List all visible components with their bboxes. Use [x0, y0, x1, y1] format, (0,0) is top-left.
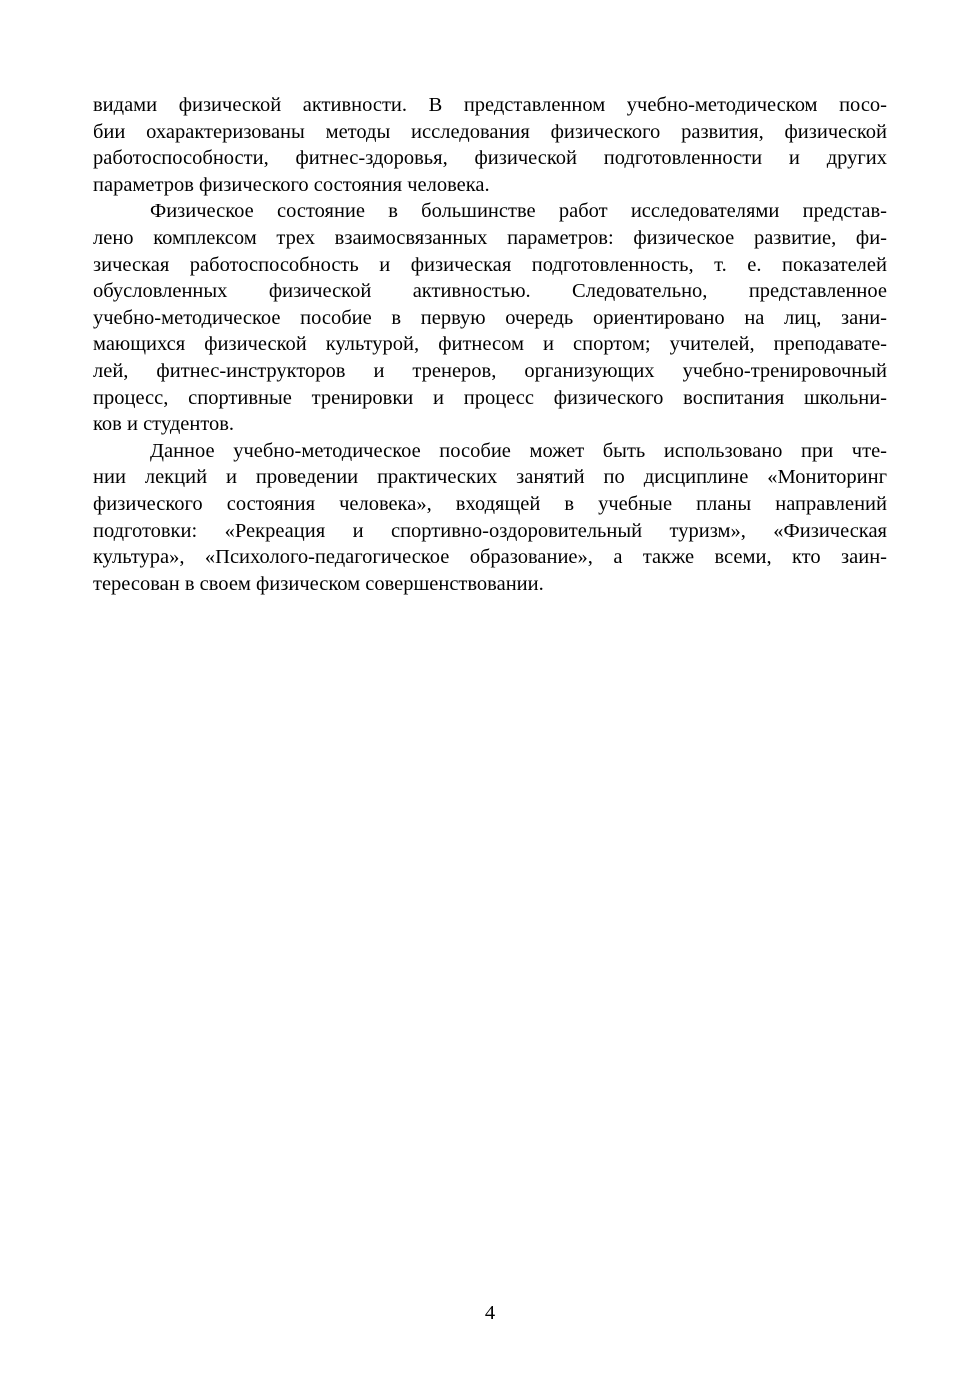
page-number: 4: [484, 1302, 496, 1324]
text-line: ков и студентов.: [93, 413, 235, 436]
text-line: мающихся физической культурой, фитнесом и спортом; учителей, преподавате-: [93, 333, 887, 356]
text-line: Данное учебно-методическое пособие может быть использовано при чте-: [150, 439, 887, 462]
text-line: зическая работоспособность и физическая подготовленность, т. е. показателей: [93, 253, 887, 276]
text-line: обусловленных физической активностью. Следовательно, представленное: [93, 280, 887, 303]
paragraph-1: [93, 92, 887, 198]
text-line: лено комплексом трех взаимосвязанных параметров: физическое развитие, фи-: [93, 226, 887, 249]
text-line: лей, фитнес-инструкторов и тренеров, организующих учебно-тренировочный: [93, 359, 887, 382]
text-line: процесс, спортивные тренировки и процесс физического воспитания школьни-: [93, 386, 887, 409]
text-line: тересован в своем физическом совершенствовании.: [93, 572, 544, 595]
text-line: подготовки: «Рекреация и спортивно-оздоровительный туризм», «Физическая: [93, 519, 887, 542]
text-line: Физическое состояние в большинстве работ исследователями представ-: [150, 200, 887, 223]
text-line: параметров физического состояния человека.: [93, 173, 490, 196]
paragraph-3: [93, 438, 887, 598]
text-line: работоспособности, фитнес-здоровья, физической подготовленности и других: [93, 147, 887, 170]
text-line: учебно-методическое пособие в первую очередь ориентировано на лиц, зани-: [93, 306, 887, 329]
text-line: бии охарактеризованы методы исследования физического развития, физической: [93, 120, 887, 143]
paragraph-2: [93, 198, 887, 437]
body-text: [93, 92, 887, 597]
text-line: физического состояния человека», входящей в учебные планы направлений: [93, 492, 887, 515]
text-line: нии лекций и проведении практических занятий по дисциплине «Мониторинг: [93, 466, 887, 489]
text-line: видами физической активности. В представленном учебно-методическом посо-: [93, 94, 887, 116]
text-line: культура», «Психолого-педагогическое образование», а также всеми, кто заин-: [93, 546, 887, 569]
